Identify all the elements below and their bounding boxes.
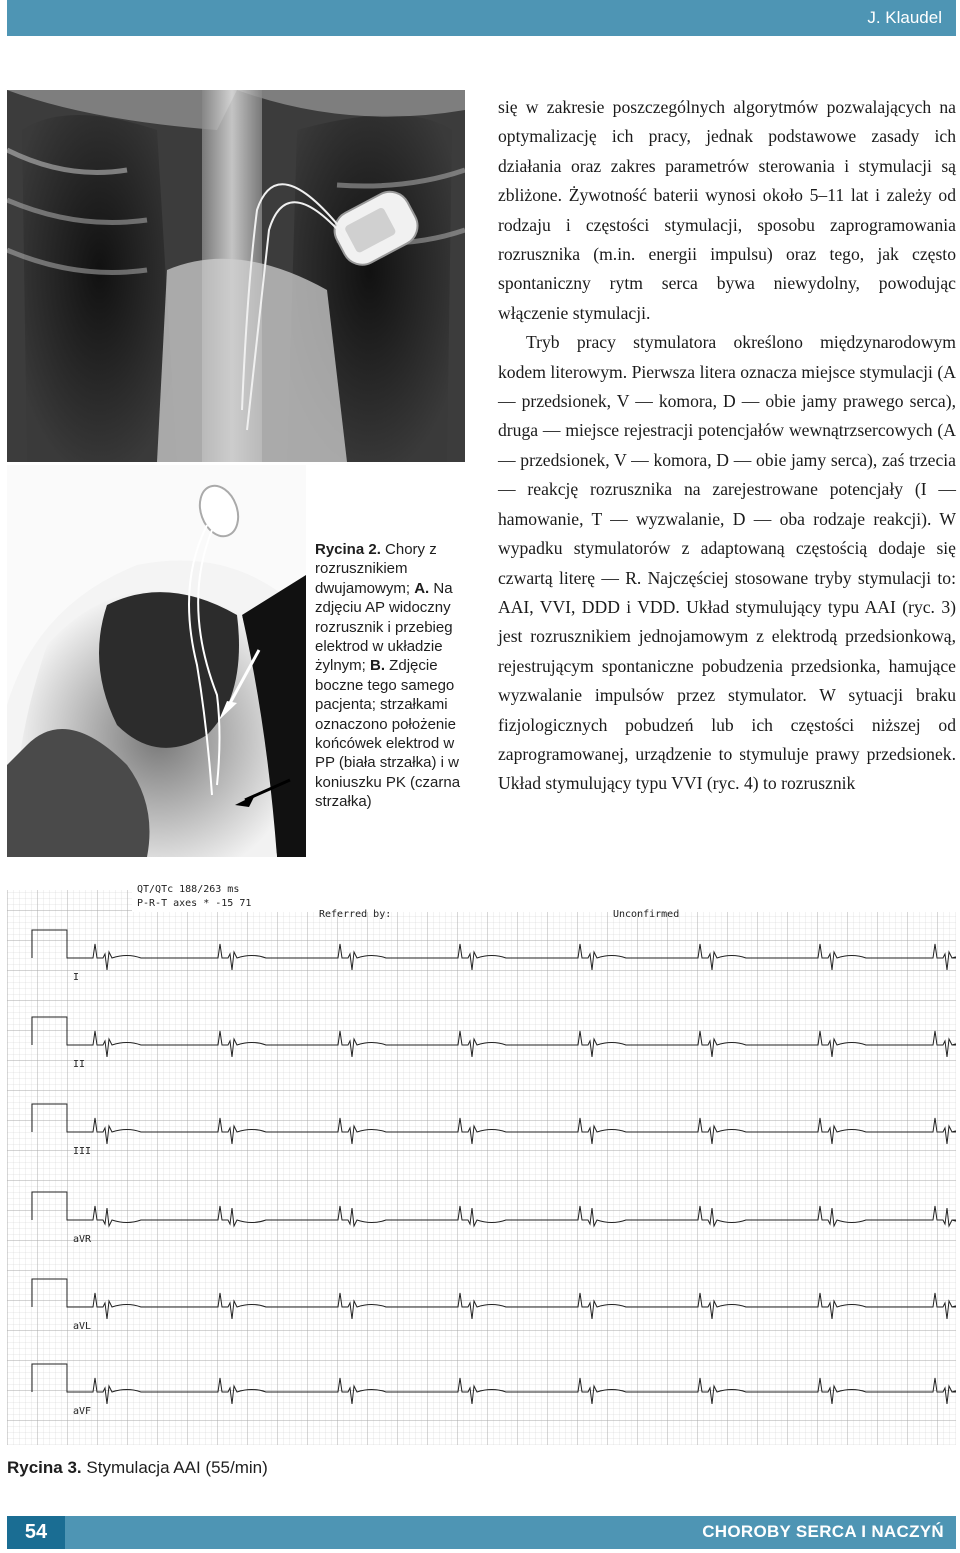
ecg-unconfirmed: Unconfirmed xyxy=(613,909,680,920)
journal-name: CHOROBY SERCA I NACZYŃ xyxy=(702,1522,944,1541)
header-bar xyxy=(7,0,956,36)
figure2-caption-a-label: A. xyxy=(414,579,430,597)
ecg-referred-by: Referred by: xyxy=(319,909,392,920)
figure2-caption xyxy=(315,540,475,812)
ecg-lead-label-avl: aVL xyxy=(73,1321,92,1332)
figure3-caption xyxy=(7,1458,268,1478)
ecg-svg xyxy=(7,880,956,1445)
figure2-caption-text-2: Na zdjęciu AP widoczny rozrusznik i przebieg elektrod w układzie żylnym; xyxy=(315,579,453,675)
ecg-header-line2: P-R-T axes * -15 71 xyxy=(137,898,252,909)
footer-bar xyxy=(7,1516,956,1549)
ecg-lead-label-ii: II xyxy=(73,1059,86,1070)
ecg-lead-label-i: I xyxy=(73,972,80,983)
header-author: J. Klaudel xyxy=(867,8,942,27)
body-text-column xyxy=(498,93,956,799)
figure3-caption-label: Rycina 3. xyxy=(7,1458,82,1477)
figure2-caption-text-1: Chory z rozrusznikiem dwujamowym; xyxy=(315,541,437,597)
ecg-header-line1: QT/QTc 188/263 ms xyxy=(137,884,240,895)
ecg-lead-label-iii: III xyxy=(73,1146,92,1157)
page-number: 54 xyxy=(7,1516,65,1549)
figure2-caption-label: Rycina 2. xyxy=(315,541,381,558)
body-paragraph-2: Tryb pracy stymulatora określono międzynarodowym kodem literowym. Pierwsza litera oznacza miejsce stymulacji (A — przedsionek, V — komora, D — obie jamy prawego serca), druga — miejsce rejestracji potencjałów wewnątrzsercowych (A — przedsionek, V — komora, D — obie jamy serca), zaś trzecia — reakcję rozrusznika na zarejestrowane potencjały (I — hamowanie, T — wyzwalanie, D — oba rodzaje reakcji). W wypadku stymulatorów z adaptowaną częstością dodaje się czwartą literę — R. Najczęściej stosowane tryby stymulacji to: AAI, VVI, DDD i VDD. Układ stymulujący typu AAI (ryc. 3) jest rozrusznikiem jednojamowym z elektrodą przedsionkową, rejestrującym spontaniczne pobudzenia przedsionka, hamujące wyzwalanie impulsów przez stymulator. W sytuacji braku fizjologicznych pobudzeń lub ich częstości niższej od zaprogramowanej, urządzenie to stymuluje prawy przedsionek. Układ stymulujący typu VVI (ryc. 4) to rozrusznik xyxy=(498,332,956,794)
ecg-figure xyxy=(7,880,956,1445)
figure2-caption-b-label: B. xyxy=(370,657,386,675)
xray-ap-image xyxy=(7,90,465,462)
figure2-caption-text-3: Zdjęcie boczne tego samego pacjenta; strzałkami oznaczono położenie końcówek elektrod w PP (biała strzałka) i w koniuszku PK (czarna strzałka) xyxy=(315,657,461,811)
body-paragraph-1: się w zakresie poszczególnych algorytmów pozwalających na optymalizację ich pracy, jednak podstawowe zasady ich działania oraz zakres parametrów sterowania i stymulacji są zbliżone. Żywotność baterii wynosi około 5–11 lat i zależy od rodzaju i częstości stymulacji, sposobu zaprogramowania rozrusznika (m.in. energii impulsu) oraz tego, jak często spontaniczny rytm serca bywa niewydolny, powodując włączenie stymulacji. xyxy=(498,97,956,323)
ecg-lead-label-avr: aVR xyxy=(73,1234,92,1245)
ecg-lead-label-avf: aVF xyxy=(73,1406,92,1417)
xray-lateral-image xyxy=(7,465,306,857)
figure3-caption-text: Stymulacja AAI (55/min) xyxy=(81,1458,268,1477)
